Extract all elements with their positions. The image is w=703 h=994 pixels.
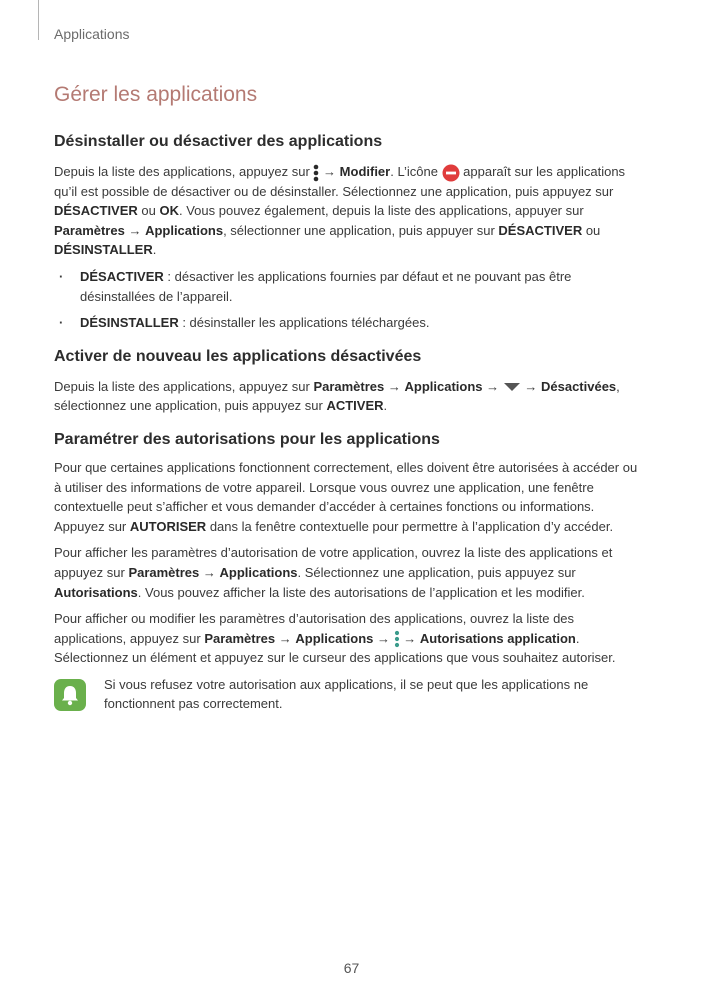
page-number: 67 xyxy=(343,960,360,976)
paragraph: Depuis la liste des applications, appuyez sur → Modifier. L’icône apparaît sur les applications qu’il est possible de désactiver ou de désinstaller. Sélectionnez une application, puis appuyez sur DÉSACTIVER ou OK. Vous pouvez également, depuis la liste des applications, appuyer sur Paramètres → Applications, sélectionner une application, puis appuyer sur DÉSACTIVER ou DÉSINSTALLER. xyxy=(54,164,626,258)
page-content xyxy=(54,132,644,714)
dropdown-arrow-icon xyxy=(503,382,521,392)
note-callout xyxy=(54,675,644,714)
bell-icon xyxy=(54,679,86,711)
page-margin-rule xyxy=(38,0,39,40)
list-item: · DÉSINSTALLER : désinstaller les applications téléchargées. xyxy=(54,313,644,333)
list-item: · DÉSACTIVER : désactiver les applications fournies par défaut et ne pouvant pas être désinstallées de l’appareil. xyxy=(54,267,644,306)
page-title: Gérer les applications xyxy=(54,83,258,106)
bullet-list xyxy=(54,267,644,333)
section-heading: Activer de nouveau les applications désactivées xyxy=(54,347,422,365)
paragraph: Pour afficher ou modifier les paramètres d’autorisation des applications, ouvrez la liste des applications, appuyez sur Paramètres → Applications → → Autorisations application. Sélectionnez un élément et appuyez sur le curseur des applications que vous souhaitez autoriser. xyxy=(54,611,616,666)
paragraph: Pour afficher les paramètres d’autorisation de votre application, ouvrez la liste des applications et appuyez sur Paramètres → Applications. Sélectionnez une application, puis appuyez sur Autorisations. Vous pouvez afficher la liste des autorisations de l’application et les modifier. xyxy=(54,545,613,600)
section-reactivate xyxy=(54,347,644,416)
note-text: Si vous refusez votre autorisation aux applications, il se peut que les applications ne fonctionnent pas correctement. xyxy=(104,676,589,712)
section-heading: Désinstaller ou désactiver des applications xyxy=(54,133,383,150)
paragraph: Depuis la liste des applications, appuyez sur Paramètres → Applications → → Désactivées, sélectionnez une application, puis appuyez sur ACTIVER. xyxy=(54,378,620,414)
paragraph: Pour que certaines applications fonctionnent correctement, elles doivent être autorisées à accéder ou à utiliser des informations de votre appareil. Lorsque vous ouvrez une application, une fenêtre contextuelle peut s’afficher et vous demander d’accéder à certaines fonctions ou informations. Appuyez sur AUTORISER dans la fenêtre contextuelle pour permettre à l’application d’y accéder. xyxy=(54,459,638,534)
section-uninstall-disable xyxy=(54,132,644,333)
running-header: Applications xyxy=(54,26,130,42)
section-heading: Paramétrer des autorisations pour les applications xyxy=(54,430,440,448)
remove-icon xyxy=(442,164,460,182)
section-permissions xyxy=(54,430,644,714)
